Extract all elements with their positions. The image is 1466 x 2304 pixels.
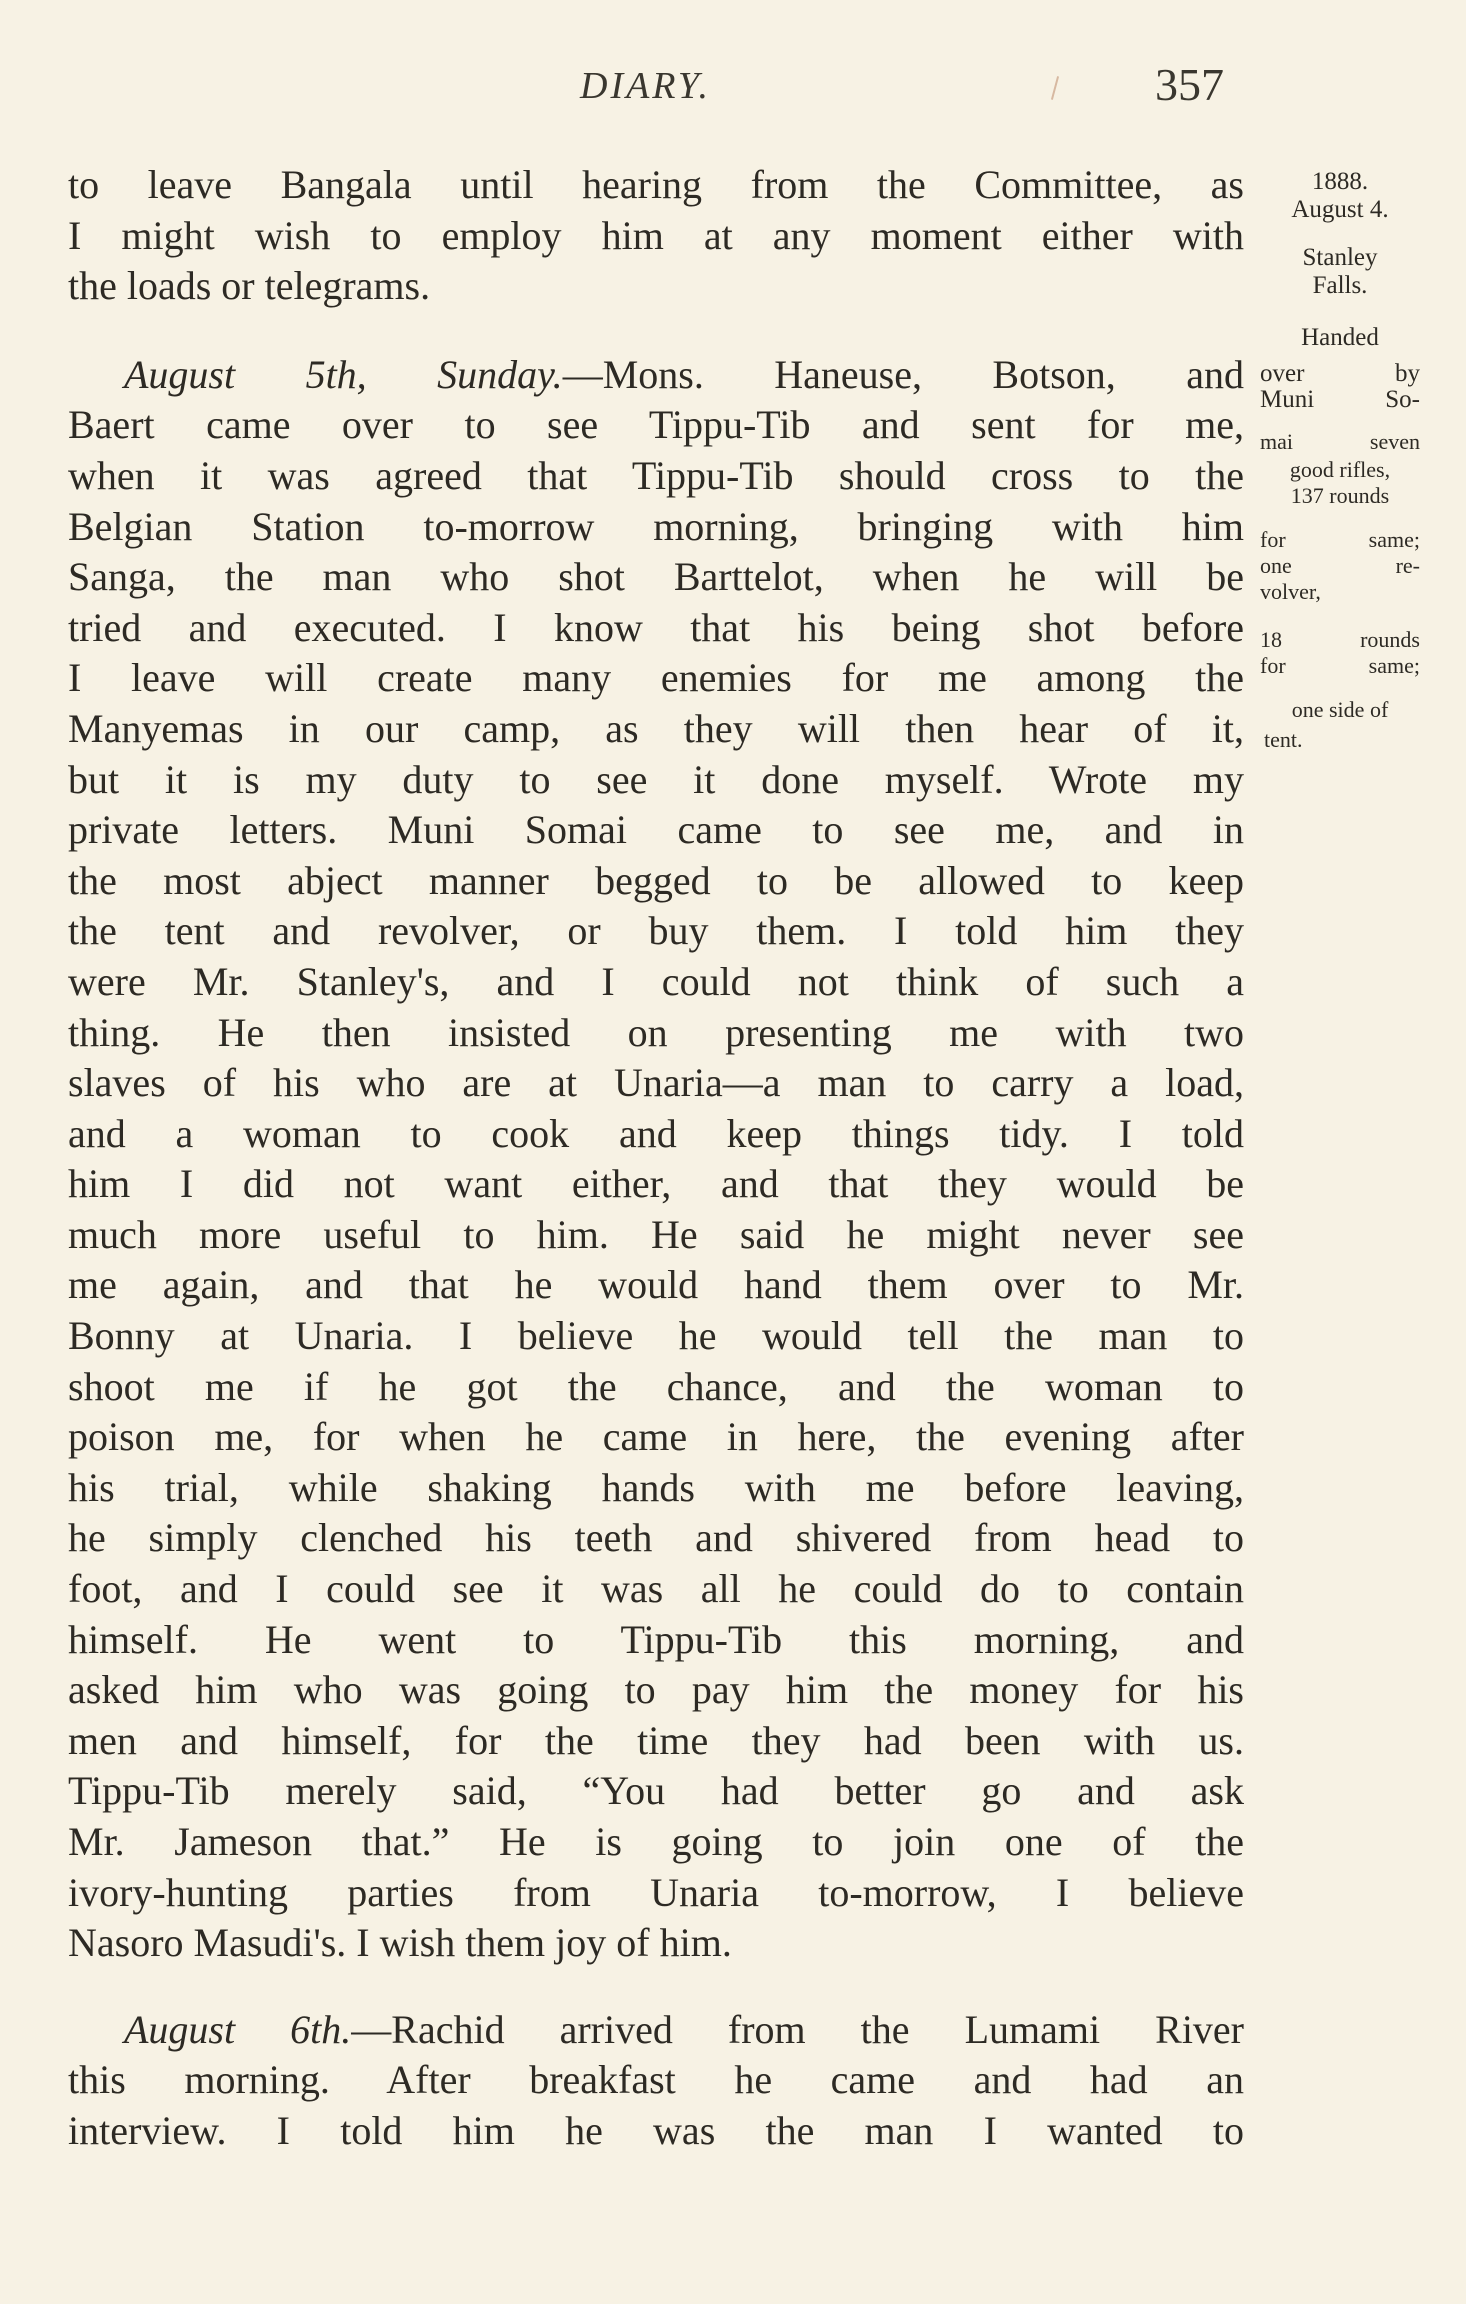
margin-year: 1888. (1311, 168, 1369, 195)
text-line: asked him who was going to pay him the money for his (68, 1667, 1244, 1713)
text-line: Tippu-Tib merely said, “You had better go and ask (68, 1768, 1244, 1814)
text-line: Bonny at Unaria. I believe he would tell the man to (68, 1313, 1244, 1359)
paragraph-2 (68, 350, 1244, 1969)
text-line: ivory-hunting parties from Unaria to-morrow, I believe (68, 1869, 1244, 1915)
text-line: the loads or telegrams. (68, 263, 431, 309)
text-line: men and himself, for the time they had been with us. (68, 1717, 1244, 1763)
entry-date: August 5th, Sunday. (124, 351, 563, 397)
margin-note-line: volver, (1260, 579, 1321, 604)
text-line: interview. I told him he was the man I wanted to (68, 2107, 1244, 2153)
entry-text: —Mons. Haneuse, Botson, and (562, 351, 1244, 397)
paragraph-1 (68, 160, 1244, 312)
page-header (0, 59, 1466, 124)
text-line: Belgian Station to-morrow morning, bringing with him (68, 503, 1244, 549)
text-line: when it was agreed that Tippu-Tib should cross to the (68, 452, 1244, 498)
text-line: foot, and I could see it was all he could do to contain (68, 1566, 1244, 1612)
text-line: tried and executed. I know that his being shot before (68, 604, 1244, 650)
text-line: and a woman to cook and keep things tidy. I told (68, 1110, 1244, 1156)
text-line: Manyemas in our camp, as they will then hear of it, (68, 705, 1244, 751)
text-line: shoot me if he got the chance, and the woman to (68, 1363, 1244, 1409)
text-line: Nasoro Masudi's. I wish them joy of him. (68, 1920, 732, 1966)
text-line: Sanga, the man who shot Barttelot, when he will be (68, 554, 1244, 600)
text-line: slaves of his who are at Unaria—a man to carry a load, (68, 1060, 1244, 1106)
margin-note-line: mai seven (1260, 429, 1420, 454)
margin-note-line: for same; (1260, 653, 1420, 678)
body-text (68, 160, 1244, 2157)
margin-place: Stanley (1302, 244, 1378, 271)
text-line: Mr. Jameson that.” He is going to join one of the (68, 1819, 1244, 1864)
text-line: thing. He then insisted on presenting me with two (68, 1009, 1244, 1055)
margin-note-line: tent. (1264, 727, 1303, 752)
text-line: the most abject manner begged to be allowed to keep (68, 857, 1244, 903)
running-head: DIARY. (580, 65, 711, 107)
margin-note-line: one side of (1291, 697, 1389, 722)
text-line: him I did not want either, and that they would be (68, 1161, 1244, 1207)
text-line: himself. He went to Tippu-Tib this morning, and (68, 1616, 1244, 1662)
ink-speck (1051, 76, 1059, 100)
margin-note-line: for same; (1260, 527, 1420, 552)
page-number: 357 (1155, 59, 1224, 110)
text-line (68, 350, 1244, 401)
entry-date: August 6th. (124, 2006, 352, 2052)
margin-date: August 4. (1291, 196, 1389, 223)
text-line: Baert came over to see Tippu-Tib and sent for me, (68, 402, 1244, 448)
text-line: I might wish to employ him at any moment either with (68, 212, 1244, 258)
margin-place: Falls. (1312, 272, 1368, 299)
margin-note-line: Muni So- (1260, 386, 1420, 413)
text-line: to leave Bangala until hearing from the Committee, as (68, 162, 1244, 207)
text-line: but it is my duty to see it done myself. Wrote my (68, 756, 1244, 802)
text-line: much more useful to him. He said he might never see (68, 1211, 1244, 1257)
margin-note-line: Handed (1301, 324, 1379, 351)
text-line: I leave will create many enemies for me among the (68, 655, 1244, 701)
margin-note-line: one re- (1260, 553, 1420, 578)
margin-note-line: good rifles, (1289, 457, 1391, 482)
text-line (68, 2005, 1244, 2056)
text-line: this morning. After breakfast he came and had an (68, 2057, 1244, 2103)
paragraph-3 (68, 2005, 1244, 2157)
text-line: private letters. Muni Somai came to see me, and in (68, 807, 1244, 853)
margin-note-line: over by (1260, 360, 1420, 387)
entry-text: —Rachid arrived from the Lumami River (351, 2006, 1244, 2052)
text-line: were Mr. Stanley's, and I could not think of such a (68, 958, 1244, 1004)
margin-note-line: 137 rounds (1290, 483, 1390, 508)
text-line: poison me, for when he came in here, the evening after (68, 1414, 1244, 1460)
margin-note-line: 18 rounds (1260, 627, 1420, 652)
text-line: he simply clenched his teeth and shivered from head to (68, 1515, 1244, 1561)
text-line: me again, and that he would hand them over to Mr. (68, 1262, 1244, 1308)
text-line: the tent and revolver, or buy them. I told him they (68, 908, 1244, 954)
text-line: his trial, while shaking hands with me before leaving, (68, 1464, 1244, 1510)
